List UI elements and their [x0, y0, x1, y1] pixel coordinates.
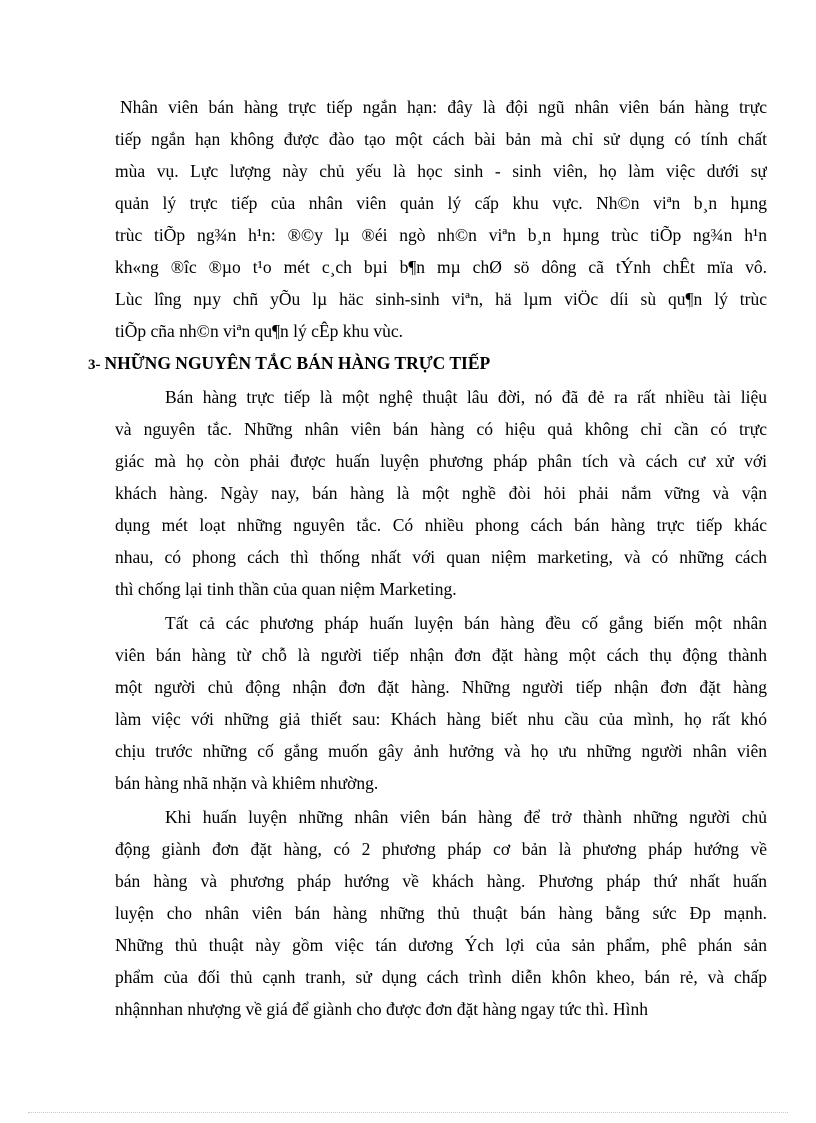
paragraph-line: Khi huấn luyện những nhân viên bán hàng để trở thành những người chủ	[165, 807, 767, 827]
paragraph-line: giác mà họ còn phải được huấn luyện phương pháp phân tích và cách cư xử với	[115, 451, 767, 471]
paragraph-line: dụng mét loạt những nguyên tắc. Có nhiều phong cách bán hàng trực tiếp khác	[115, 515, 767, 535]
section-title: NHỮNG NGUYÊN TẮC BÁN HÀNG TRỰC TIẾP	[104, 353, 491, 373]
paragraph-line: Tất cả các phương pháp huấn luyện bán hàng đều cố gắng biến một nhân	[165, 613, 767, 633]
paragraph-line: Nhân viên bán hàng trực tiếp ngắn hạn: đây là đội ngũ nhân viên bán hàng trực	[120, 97, 767, 117]
paragraph-line: mùa vụ. Lực lượng này chủ yếu là học sinh - sinh viên, họ làm việc dưới sự	[115, 161, 767, 181]
section-heading	[88, 352, 490, 376]
section-number: 3-	[88, 357, 101, 373]
paragraph-line: chịu trước những cố gắng muốn gây ảnh hưởng và họ ưu những người nhân viên	[115, 741, 767, 761]
paragraph-line: bán hàng và phương pháp hướng về khách hàng. Phương pháp thứ nhất huấn	[115, 871, 767, 891]
paragraph-line: bán hàng nhã nhặn và khiêm nhường.	[115, 773, 379, 793]
paragraph-line: Lùc lîng nµy chñ yÕu lµ häc sinh-sinh viªn, hä lµm viÖc díi sù qu¶n lý trùc	[115, 289, 767, 309]
paragraph-line: nhậnnhan nhượng về giá để giành cho được đơn đặt hàng ngay tức thì. Hình	[115, 999, 648, 1019]
paragraph-line: quản lý trực tiếp của nhân viên quản lý cấp khu vực. Nh©n viªn b¸n hµng	[115, 193, 767, 213]
paragraph-line: luyện cho nhân viên bán hàng những thủ thuật bán hàng bằng sức Ðp mạnh.	[115, 903, 767, 923]
paragraph-line: phẩm của đối thủ cạnh tranh, sử dụng cách trình diễn khôn kheo, bán rẻ, và chấp	[115, 967, 767, 987]
paragraph-line: thì chống lại tinh thần của quan niệm Marketing.	[115, 579, 457, 599]
paragraph-line: viên bán hàng từ chỗ là người tiếp nhận đơn đặt hàng một cách thụ động thành	[115, 645, 767, 665]
paragraph-line: làm việc với những giả thiết sau: Khách hàng biết nhu cầu của mình, họ rất khó	[115, 709, 767, 729]
paragraph-line: kh«ng ®îc ®µo t¹o mét c¸ch bµi b¶n mµ chØ sö dông cã tÝnh chÊt mïa vô.	[115, 257, 767, 277]
paragraph-line: và nguyên tắc. Những nhân viên bán hàng có hiệu quả không chỉ cần có trực	[115, 419, 767, 439]
paragraph-line: khách hàng. Ngày nay, bán hàng là một nghề đòi hỏi phải nắm vững và vận	[115, 483, 767, 503]
page-bottom-divider	[28, 1112, 788, 1113]
paragraph-line: trùc tiÕp ng¾n h¹n: ®©y lµ ®éi ngò nh©n viªn b¸n hµng trùc tiÕp ng¾n h¹n	[115, 225, 767, 245]
paragraph-line: Bán hàng trực tiếp là một nghệ thuật lâu đời, nó đã đẻ ra rất nhiều tài liệu	[165, 387, 767, 407]
paragraph-line: tiÕp cña nh©n viªn qu¶n lý cÊp khu vùc.	[115, 321, 404, 341]
paragraph-line: nhau, có phong cách thì thống nhất với quan niệm marketing, và có những cách	[115, 547, 767, 567]
paragraph-line: một người chủ động nhận đơn đặt hàng. Những người tiếp nhận đơn đặt hàng	[115, 677, 767, 697]
paragraph-line: Những thủ thuật này gồm việc tán dương Ých lợi của sản phẩm, phê phán sản	[115, 935, 767, 955]
paragraph-line: tiếp ngắn hạn không được đào tạo một cách bài bản mà chỉ sử dụng có tính chất	[115, 129, 767, 149]
paragraph-line: động giành đơn đặt hàng, có 2 phương pháp cơ bản là phương pháp hướng về	[115, 839, 767, 859]
